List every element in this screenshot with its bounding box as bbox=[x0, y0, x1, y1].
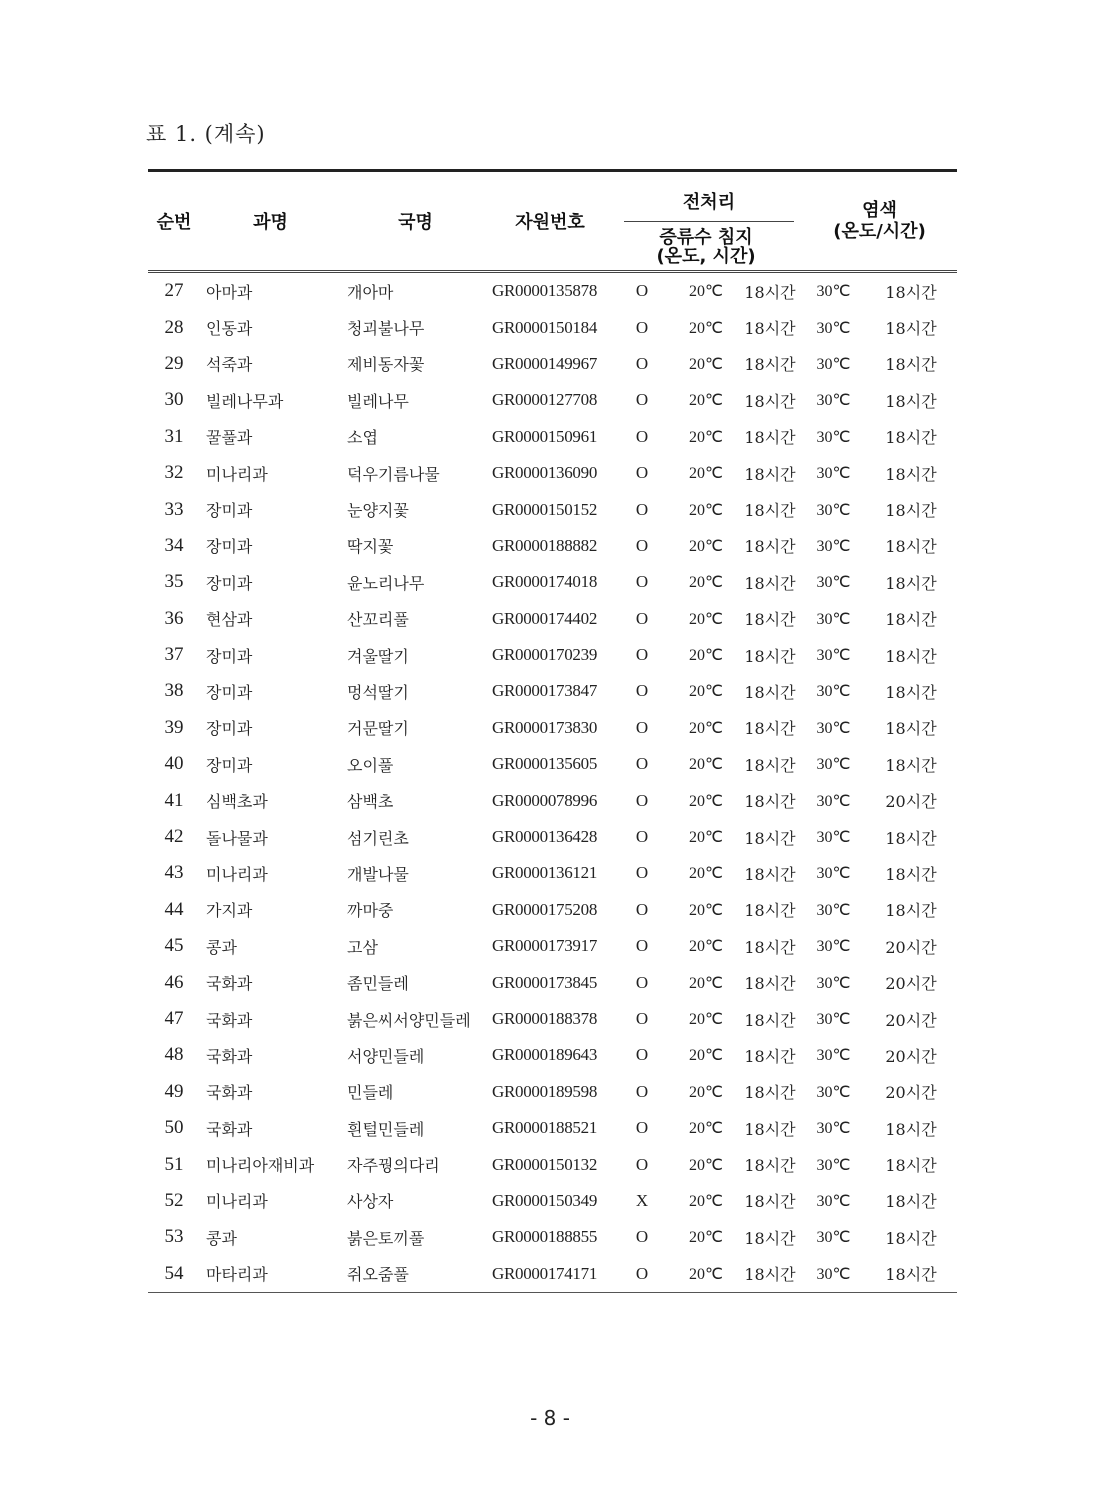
cell-resource-id: GR0000188378 bbox=[492, 1009, 598, 1028]
cell-family: 심백초과 bbox=[206, 792, 268, 812]
cell-staining-time: 20시간 bbox=[885, 1083, 937, 1103]
cell-seq: 42 bbox=[164, 826, 184, 848]
cell-family: 미나리과 bbox=[206, 864, 268, 884]
cell-resource-id: GR0000150152 bbox=[492, 499, 598, 519]
cell-pretreatment-temp: 20℃ bbox=[689, 501, 723, 519]
cell-resource-id: GR0000150132 bbox=[492, 1154, 598, 1174]
cell-pretreatment-temp: 20℃ bbox=[689, 901, 723, 919]
cell-pretreatment-time: 18시간 bbox=[744, 319, 796, 339]
cell-staining-time: 18시간 bbox=[885, 464, 937, 484]
cell-family: 국화과 bbox=[206, 1046, 253, 1066]
cell-resource-id: GR0000174402 bbox=[492, 608, 598, 628]
cell-staining-time: 20시간 bbox=[885, 974, 937, 994]
cell-staining-time: 18시간 bbox=[885, 319, 937, 339]
cell-resource-id: GR0000188521 bbox=[492, 1118, 598, 1138]
cell-pretreatment-time: 18시간 bbox=[744, 1046, 796, 1066]
cell-korean-name: 쥐오줌풀 bbox=[341, 1256, 490, 1293]
cell-staining-time: 20시간 bbox=[885, 792, 937, 812]
table-row bbox=[148, 1256, 957, 1293]
cell-pretreatment-time: 18시간 bbox=[744, 428, 796, 448]
cell-pretreatment-temp: 20℃ bbox=[689, 683, 723, 701]
cell-resource-id: GR0000149967 bbox=[492, 353, 598, 373]
cell-seq: 37 bbox=[164, 644, 184, 666]
cell-korean-name: 개발나물 bbox=[347, 864, 409, 884]
cell-pretreatment-time: 18시간 bbox=[744, 1192, 796, 1212]
cell-immersion-flag: O bbox=[635, 535, 649, 555]
cell-family: 장미과 bbox=[206, 501, 253, 521]
cell-korean-name: 빌레나무 bbox=[347, 391, 409, 411]
cell-seq: 35 bbox=[164, 571, 184, 593]
cell-immersion-flag: O bbox=[635, 754, 649, 774]
cell-korean-name: 산꼬리풀 bbox=[347, 610, 409, 630]
cell-staining-time: 18시간 bbox=[885, 428, 937, 448]
cell-family: 국화과 bbox=[206, 1010, 253, 1030]
cell-pretreatment-temp: 20℃ bbox=[689, 1229, 723, 1247]
cell-staining-time: 18시간 bbox=[885, 501, 937, 521]
cell-korean-name: 사상자 bbox=[347, 1192, 394, 1212]
cell-korean-name: 소엽 bbox=[347, 428, 378, 448]
cell-korean-name: 덕우기름나물 bbox=[347, 464, 440, 484]
header-pretreatment-sub-line2: (온도, 시간) bbox=[656, 246, 756, 267]
cell-pretreatment-time: 18시간 bbox=[744, 282, 796, 302]
cell-staining-time: 18시간 bbox=[865, 1256, 957, 1293]
cell-immersion-flag: O bbox=[635, 1009, 649, 1028]
cell-pretreatment-temp: 20℃ bbox=[689, 719, 723, 737]
cell-korean-name: 흰털민들레 bbox=[347, 1119, 425, 1139]
cell-immersion-flag: O bbox=[635, 863, 649, 883]
cell-pretreatment-temp: 20℃ bbox=[689, 829, 723, 847]
cell-pretreatment-temp: 20℃ bbox=[689, 1083, 723, 1101]
cell-immersion-flag: O bbox=[635, 936, 649, 956]
cell-staining-temp: 30℃ bbox=[816, 574, 851, 592]
cell-resource-id: GR0000188882 bbox=[492, 535, 598, 555]
cell-pretreatment-time: 18시간 bbox=[744, 1119, 796, 1139]
cell-resource-id: GR0000173917 bbox=[492, 936, 598, 956]
cell-family: 빌레나무과 bbox=[206, 391, 284, 411]
cell-pretreatment-temp: 20℃ bbox=[689, 938, 723, 956]
table-body bbox=[148, 272, 957, 1293]
cell-seq: 41 bbox=[164, 789, 184, 811]
cell-staining-temp: 30℃ bbox=[816, 283, 851, 301]
cell-staining-temp: 30℃ bbox=[816, 1083, 851, 1101]
cell-pretreatment-time: 18시간 bbox=[744, 1156, 796, 1176]
cell-pretreatment-time: 18시간 bbox=[744, 974, 796, 994]
table-row bbox=[148, 1074, 957, 1110]
cell-pretreatment-temp: 20℃ bbox=[689, 974, 723, 992]
cell-seq: 34 bbox=[164, 534, 184, 556]
data-table bbox=[148, 169, 957, 1293]
cell-pretreatment-temp: 20℃ bbox=[689, 465, 723, 483]
table-row bbox=[148, 1001, 957, 1037]
header-staining-line1: 염색 bbox=[862, 200, 897, 221]
table-header bbox=[148, 171, 957, 272]
header-staining bbox=[802, 171, 957, 272]
cell-staining-temp: 30℃ bbox=[816, 756, 851, 774]
cell-resource-id: GR0000174018 bbox=[492, 572, 598, 592]
cell-pretreatment-time: 18시간 bbox=[744, 537, 796, 557]
cell-family: 장미과 bbox=[206, 682, 253, 702]
cell-pretreatment-time: 18시간 bbox=[744, 391, 796, 411]
cell-family: 현삼과 bbox=[206, 610, 253, 630]
cell-staining-temp: 30℃ bbox=[816, 1192, 851, 1210]
cell-seq: 30 bbox=[164, 389, 184, 411]
cell-resource-id: GR0000175208 bbox=[492, 899, 598, 919]
cell-korean-name: 섬기린초 bbox=[347, 828, 409, 848]
cell-resource-id: GR0000189643 bbox=[492, 1045, 598, 1065]
cell-pretreatment-temp: 20℃ bbox=[689, 319, 723, 337]
cell-staining-time: 18시간 bbox=[885, 755, 937, 775]
cell-immersion-flag: O bbox=[635, 1227, 649, 1247]
cell-staining-temp: 30℃ bbox=[816, 428, 851, 446]
cell-staining-temp: 30℃ bbox=[816, 683, 851, 701]
cell-seq: 43 bbox=[164, 862, 184, 884]
cell-family: 인동과 bbox=[206, 319, 253, 339]
cell-korean-name: 서양민들레 bbox=[347, 1046, 425, 1066]
cell-immersion-flag: O bbox=[635, 390, 649, 410]
cell-pretreatment-time: 18시간 bbox=[744, 610, 796, 630]
cell-pretreatment-time: 18시간 bbox=[744, 646, 796, 666]
cell-seq: 29 bbox=[164, 352, 184, 374]
cell-pretreatment-temp: 20℃ bbox=[689, 865, 723, 883]
cell-family: 마타리과 bbox=[200, 1256, 341, 1293]
cell-family: 석죽과 bbox=[206, 355, 253, 375]
cell-immersion-flag: O bbox=[635, 426, 649, 446]
cell-staining-temp: 30℃ bbox=[816, 355, 851, 373]
cell-family: 장미과 bbox=[206, 755, 253, 775]
cell-pretreatment-temp: 20℃ bbox=[689, 1011, 723, 1028]
header-seq: 순번 bbox=[148, 171, 200, 272]
cell-staining-time: 18시간 bbox=[885, 864, 937, 884]
cell-family: 장미과 bbox=[206, 537, 253, 557]
cell-korean-name: 거문딸기 bbox=[347, 719, 409, 739]
cell-seq: 38 bbox=[164, 680, 184, 702]
cell-resource-id: GR0000174171 bbox=[490, 1256, 610, 1293]
cell-pretreatment-temp: 20℃ bbox=[689, 574, 723, 592]
cell-staining-time: 18시간 bbox=[885, 573, 937, 593]
header-family: 과명 bbox=[200, 171, 341, 272]
cell-korean-name: 개아마 bbox=[347, 282, 394, 302]
table-row bbox=[148, 1037, 957, 1073]
cell-staining-time: 18시간 bbox=[885, 901, 937, 921]
cell-korean-name: 청괴불나무 bbox=[347, 319, 425, 339]
cell-seq: 49 bbox=[164, 1080, 184, 1102]
cell-seq: 31 bbox=[164, 425, 184, 447]
cell-resource-id: GR0000078996 bbox=[492, 790, 598, 810]
cell-family: 국화과 bbox=[206, 1083, 253, 1103]
cell-staining-time: 18시간 bbox=[885, 828, 937, 848]
cell-korean-name: 오이풀 bbox=[347, 755, 394, 775]
table-row bbox=[148, 855, 957, 891]
table-row bbox=[148, 564, 957, 600]
cell-resource-id: GR0000136090 bbox=[492, 463, 598, 483]
cell-seq: 45 bbox=[164, 935, 184, 957]
cell-seq: 33 bbox=[164, 498, 184, 520]
cell-korean-name: 붉은토끼풀 bbox=[347, 1228, 425, 1248]
cell-staining-time: 18시간 bbox=[885, 682, 937, 702]
cell-pretreatment-time: 18시간 bbox=[744, 1083, 796, 1103]
cell-family: 장미과 bbox=[206, 719, 253, 739]
cell-pretreatment-time: 18시간 bbox=[744, 864, 796, 884]
cell-pretreatment-time: 18시간 bbox=[744, 755, 796, 775]
cell-pretreatment-temp: 20℃ bbox=[689, 537, 723, 555]
cell-seq: 27 bbox=[164, 280, 184, 302]
cell-staining-time: 18시간 bbox=[885, 646, 937, 666]
cell-pretreatment-temp: 20℃ bbox=[689, 1192, 723, 1210]
header-pretreatment-label: 전처리 bbox=[624, 185, 794, 222]
cell-pretreatment-time: 18시간 bbox=[744, 682, 796, 702]
header-resource-id: 자원번호 bbox=[490, 171, 610, 272]
cell-pretreatment-temp: 20℃ bbox=[689, 1047, 723, 1065]
cell-pretreatment-time: 18시간 bbox=[744, 937, 796, 957]
header-pretreatment bbox=[610, 171, 802, 225]
table-row bbox=[148, 346, 957, 382]
cell-family: 장미과 bbox=[206, 646, 253, 666]
data-table-container bbox=[148, 169, 957, 1293]
cell-resource-id: GR0000173830 bbox=[492, 717, 598, 737]
cell-pretreatment-time: 18시간 bbox=[738, 1256, 802, 1293]
cell-staining-temp: 30℃ bbox=[802, 1256, 865, 1293]
cell-pretreatment-time: 18시간 bbox=[744, 464, 796, 484]
table-row bbox=[148, 782, 957, 818]
cell-seq: 39 bbox=[164, 716, 184, 738]
header-staining-line2: (온도/시간) bbox=[833, 221, 926, 242]
cell-immersion-flag: O bbox=[635, 353, 649, 373]
cell-resource-id: GR0000173845 bbox=[492, 972, 598, 992]
cell-pretreatment-time: 18시간 bbox=[744, 719, 796, 739]
cell-korean-name: 까마중 bbox=[347, 901, 394, 921]
cell-immersion-flag: O bbox=[635, 1045, 649, 1065]
cell-staining-time: 20시간 bbox=[885, 1010, 937, 1030]
cell-seq: 28 bbox=[164, 316, 184, 338]
table-row bbox=[148, 1110, 957, 1146]
cell-korean-name: 삼백초 bbox=[347, 792, 394, 812]
cell-korean-name: 고삼 bbox=[347, 937, 378, 957]
cell-staining-temp: 30℃ bbox=[816, 792, 851, 810]
cell-korean-name: 겨울딸기 bbox=[347, 646, 409, 666]
cell-immersion-flag: O bbox=[635, 281, 649, 301]
cell-pretreatment-temp: 20℃ bbox=[689, 1156, 723, 1174]
cell-family: 미나리과 bbox=[206, 464, 268, 484]
cell-pretreatment-time: 18시간 bbox=[744, 355, 796, 375]
cell-korean-name: 딱지꽃 bbox=[347, 537, 394, 557]
cell-staining-temp: 30℃ bbox=[816, 465, 851, 483]
cell-staining-time: 18시간 bbox=[885, 1192, 937, 1212]
cell-seq: 52 bbox=[164, 1189, 184, 1211]
table-row bbox=[148, 637, 957, 673]
cell-resource-id: GR0000173847 bbox=[492, 681, 598, 701]
table-row bbox=[148, 673, 957, 709]
cell-resource-id: GR0000170239 bbox=[492, 645, 598, 665]
table-row bbox=[148, 491, 957, 527]
cell-pretreatment-time: 18시간 bbox=[744, 573, 796, 593]
table-row bbox=[148, 382, 957, 418]
cell-resource-id: GR0000189598 bbox=[492, 1081, 598, 1101]
table-row bbox=[148, 601, 957, 637]
cell-korean-name: 윤노리나무 bbox=[347, 573, 425, 593]
cell-family: 돌나물과 bbox=[206, 828, 268, 848]
cell-pretreatment-time: 18시간 bbox=[744, 501, 796, 521]
cell-pretreatment-temp: 20℃ bbox=[689, 610, 723, 628]
cell-seq: 53 bbox=[164, 1226, 184, 1248]
cell-family: 콩과 bbox=[206, 937, 237, 957]
cell-staining-temp: 30℃ bbox=[816, 1120, 851, 1138]
cell-resource-id: GR0000127708 bbox=[492, 390, 598, 410]
cell-immersion-flag: O bbox=[635, 717, 649, 737]
cell-seq: 36 bbox=[164, 607, 184, 629]
cell-pretreatment-temp: 20℃ bbox=[689, 283, 723, 301]
cell-korean-name: 좀민들레 bbox=[347, 974, 409, 994]
cell-korean-name: 붉은씨서양민들레 bbox=[347, 1010, 471, 1030]
cell-immersion-flag: O bbox=[635, 1118, 649, 1138]
header-korean-name: 국명 bbox=[341, 171, 490, 272]
cell-family: 국화과 bbox=[206, 1119, 253, 1139]
cell-staining-temp: 30℃ bbox=[816, 392, 851, 410]
cell-pretreatment-temp: 20℃ bbox=[689, 647, 723, 665]
cell-korean-name: 민들레 bbox=[347, 1083, 394, 1103]
cell-pretreatment-temp: 20℃ bbox=[689, 1120, 723, 1138]
cell-staining-temp: 30℃ bbox=[816, 901, 851, 919]
cell-immersion-flag: X bbox=[635, 1190, 649, 1210]
cell-staining-time: 20시간 bbox=[885, 1046, 937, 1066]
cell-immersion-flag: O bbox=[635, 681, 649, 701]
cell-immersion-flag: O bbox=[635, 972, 649, 992]
cell-korean-name: 자주꿩의다리 bbox=[347, 1156, 440, 1176]
cell-pretreatment-temp: 20℃ bbox=[689, 428, 723, 446]
cell-pretreatment-time: 18시간 bbox=[744, 1228, 796, 1248]
table-row bbox=[148, 892, 957, 928]
page-number: - 8 - bbox=[530, 1406, 570, 1430]
table-row bbox=[148, 710, 957, 746]
cell-staining-temp: 30℃ bbox=[816, 974, 851, 992]
table-row bbox=[148, 1219, 957, 1255]
cell-immersion-flag: O bbox=[635, 790, 649, 810]
cell-korean-name: 눈양지꽃 bbox=[347, 501, 409, 521]
cell-family: 콩과 bbox=[206, 1228, 237, 1248]
cell-staining-temp: 30℃ bbox=[816, 719, 851, 737]
cell-staining-time: 18시간 bbox=[885, 537, 937, 557]
table-row bbox=[148, 964, 957, 1000]
cell-pretreatment-time: 18시간 bbox=[744, 792, 796, 812]
cell-staining-temp: 30℃ bbox=[816, 1011, 851, 1028]
cell-pretreatment-temp: 20℃ bbox=[689, 756, 723, 774]
cell-staining-time: 18시간 bbox=[885, 282, 937, 302]
cell-seq: 48 bbox=[164, 1044, 184, 1066]
cell-family: 가지과 bbox=[206, 901, 253, 921]
cell-seq: 47 bbox=[164, 1008, 184, 1029]
cell-korean-name: 제비동자꽃 bbox=[347, 355, 425, 375]
cell-pretreatment-time: 18시간 bbox=[744, 901, 796, 921]
table-row bbox=[148, 419, 957, 455]
cell-pretreatment-temp: 20℃ bbox=[689, 392, 723, 410]
cell-family: 국화과 bbox=[206, 974, 253, 994]
cell-immersion-flag: O bbox=[635, 827, 649, 847]
cell-immersion-flag: O bbox=[635, 1154, 649, 1174]
cell-resource-id: GR0000188855 bbox=[492, 1227, 598, 1247]
cell-korean-name: 멍석딸기 bbox=[347, 682, 409, 702]
cell-family: 아마과 bbox=[206, 282, 253, 302]
table-row bbox=[148, 272, 957, 310]
cell-staining-temp: 30℃ bbox=[816, 829, 851, 847]
header-pretreatment-sub-line1: 증류수 침지 bbox=[659, 227, 753, 248]
cell-pretreatment-time: 18시간 bbox=[744, 1010, 796, 1030]
cell-immersion-flag: O bbox=[635, 645, 649, 665]
cell-seq: 44 bbox=[164, 898, 184, 920]
cell-staining-time: 18시간 bbox=[885, 1156, 937, 1176]
cell-staining-time: 18시간 bbox=[885, 719, 937, 739]
cell-staining-temp: 30℃ bbox=[816, 865, 851, 883]
table-row bbox=[148, 455, 957, 491]
cell-family: 미나리과 bbox=[206, 1192, 268, 1212]
cell-resource-id: GR0000150184 bbox=[492, 317, 598, 337]
cell-resource-id: GR0000135878 bbox=[492, 281, 598, 301]
cell-staining-time: 18시간 bbox=[885, 610, 937, 630]
cell-pretreatment-temp: 20℃ bbox=[674, 1256, 738, 1293]
table-row bbox=[148, 1183, 957, 1219]
cell-resource-id: GR0000136428 bbox=[492, 827, 598, 847]
cell-immersion-flag: O bbox=[635, 608, 649, 628]
cell-immersion-flag: O bbox=[635, 317, 649, 337]
cell-staining-time: 18시간 bbox=[885, 1228, 937, 1248]
cell-staining-time: 18시간 bbox=[885, 355, 937, 375]
cell-pretreatment-time: 18시간 bbox=[744, 828, 796, 848]
cell-immersion-flag: O bbox=[635, 572, 649, 592]
cell-resource-id: GR0000150961 bbox=[492, 426, 598, 446]
cell-immersion-flag: O bbox=[635, 899, 649, 919]
cell-seq: 40 bbox=[164, 753, 184, 775]
cell-staining-temp: 30℃ bbox=[816, 319, 851, 337]
cell-immersion-flag: O bbox=[635, 463, 649, 483]
table-row bbox=[148, 528, 957, 564]
cell-staining-temp: 30℃ bbox=[816, 1229, 851, 1247]
table-row bbox=[148, 928, 957, 964]
table-row bbox=[148, 746, 957, 782]
cell-seq: 32 bbox=[164, 462, 184, 484]
cell-immersion-flag: O bbox=[635, 499, 649, 519]
cell-immersion-flag: O bbox=[610, 1256, 674, 1293]
cell-staining-temp: 30℃ bbox=[816, 537, 851, 555]
cell-seq: 46 bbox=[164, 971, 184, 993]
cell-resource-id: GR0000136121 bbox=[492, 863, 598, 883]
cell-pretreatment-temp: 20℃ bbox=[689, 792, 723, 810]
cell-family: 미나리아재비과 bbox=[206, 1156, 315, 1176]
cell-staining-temp: 30℃ bbox=[816, 1047, 851, 1065]
cell-resource-id: GR0000150349 bbox=[492, 1190, 598, 1210]
table-row bbox=[148, 309, 957, 345]
cell-seq: 50 bbox=[164, 1117, 184, 1139]
cell-immersion-flag: O bbox=[635, 1081, 649, 1101]
table-row bbox=[148, 819, 957, 855]
cell-seq: 54 bbox=[148, 1256, 200, 1293]
table-caption: 표 1. (계속) bbox=[146, 122, 266, 146]
cell-staining-time: 18시간 bbox=[885, 391, 937, 411]
cell-staining-temp: 30℃ bbox=[816, 610, 851, 628]
cell-pretreatment-temp: 20℃ bbox=[689, 355, 723, 373]
cell-family: 꿀풀과 bbox=[206, 428, 253, 448]
cell-seq: 51 bbox=[164, 1153, 184, 1175]
table-row bbox=[148, 1146, 957, 1182]
cell-staining-temp: 30℃ bbox=[816, 647, 851, 665]
cell-family: 장미과 bbox=[206, 573, 253, 593]
cell-staining-temp: 30℃ bbox=[816, 938, 851, 956]
cell-resource-id: GR0000135605 bbox=[492, 754, 598, 774]
cell-staining-time: 20시간 bbox=[885, 937, 937, 957]
header-pretreatment-sub bbox=[610, 224, 802, 272]
cell-staining-time: 18시간 bbox=[885, 1119, 937, 1139]
cell-staining-temp: 30℃ bbox=[816, 501, 851, 519]
cell-staining-temp: 30℃ bbox=[816, 1156, 851, 1174]
